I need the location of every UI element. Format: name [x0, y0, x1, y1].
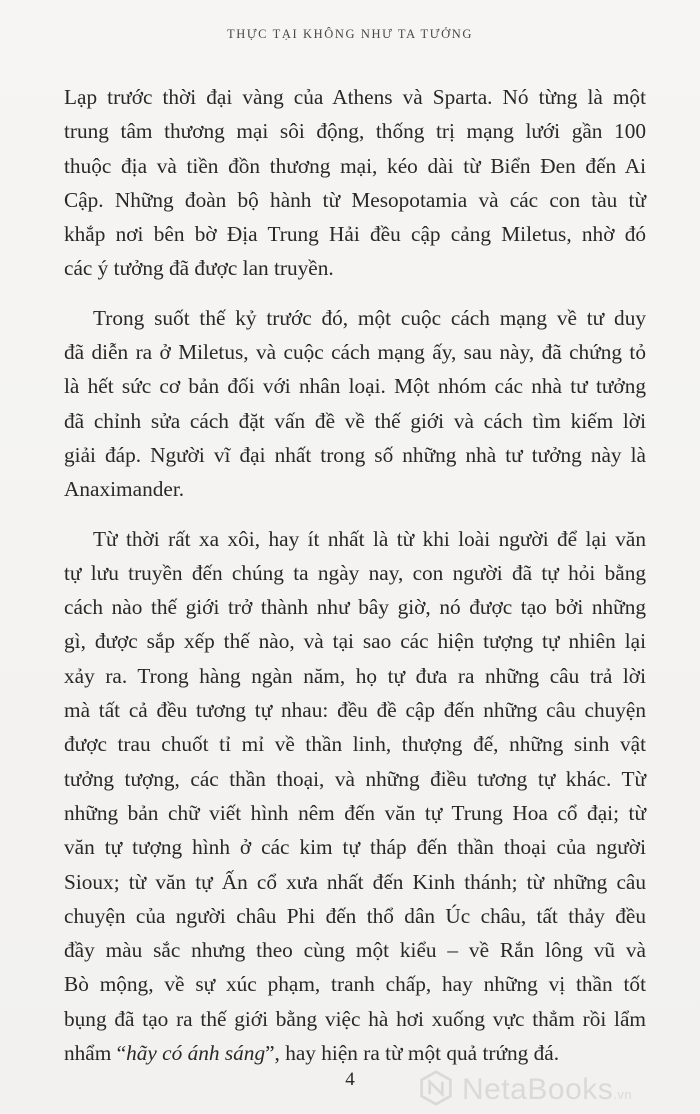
text-line: mà tất cả đều tương tự nhau: đều đề cập đến những câu chuyện: [64, 698, 646, 723]
watermark-brand-name: NetaBooks: [462, 1073, 614, 1106]
running-header: THỰC TẠI KHÔNG NHƯ TA TƯỞNG: [227, 27, 473, 41]
text-line: Trong suốt thế kỷ trước đó, một cuộc cách mạng về tư duy: [93, 305, 646, 330]
body-text: [64, 80, 646, 1070]
text-line: tưởng tượng, các thần thoại, và những điều tương tự khác. Từ: [64, 766, 646, 791]
text-line: cách nào thế giới trở thành như bây giờ, nó được tạo bởi những: [64, 595, 646, 620]
text-line: Cập. Những đoàn bộ hành từ Mesopotamia và các con tàu từ: [64, 187, 646, 212]
paragraph-1: [64, 80, 646, 286]
text-line: được trau chuốt tỉ mỉ về thần linh, thượng đế, những sinh vật: [64, 732, 646, 757]
text-line: Từ thời rất xa xôi, hay ít nhất là từ khi loài người để lại văn: [93, 526, 646, 551]
text-line: khắp nơi bên bờ Địa Trung Hải đều cập cảng Miletus, nhờ đó: [64, 222, 646, 247]
text-line-last: [64, 1036, 646, 1070]
text-line: đầy màu sắc nhưng theo cùng một kiểu – về Rắn lông vũ và: [64, 938, 646, 963]
text-line: Anaximander.: [64, 477, 185, 502]
text-line: Bò mộng, về sự xúc phạm, tranh chấp, hay những vị thần tốt: [64, 972, 646, 997]
text-line: gì, được sắp xếp thế nào, và tại sao các hiện tượng tự nhiên lại: [64, 629, 646, 654]
text-line: tự lưu truyền đến chúng ta ngày nay, con người đã tự hỏi bằng: [64, 560, 646, 585]
page-number: 4: [345, 1069, 355, 1090]
text-line: thuộc địa và tiền đồn thương mại, kéo dài từ Biển Đen đến Ai: [64, 153, 646, 178]
text-line: là hết sức cơ bản đối với nhân loại. Một nhóm các nhà tư tưởng: [64, 374, 646, 399]
watermark: [418, 1070, 698, 1110]
quote-italic: hãy có ánh sáng: [126, 1041, 266, 1066]
text-line: trung tâm thương mại sôi động, thống trị mạng lưới gần 100: [64, 119, 646, 144]
paragraph-2: [64, 301, 646, 507]
watermark-brand: [462, 1073, 632, 1107]
text-line: Sioux; từ văn tự Ấn cổ xưa nhất đến Kinh thánh; từ những câu: [64, 869, 646, 894]
watermark-suffix: .vn: [613, 1087, 633, 1102]
text-line: những bản chữ viết hình nêm đến văn tự Trung Hoa cổ đại; từ: [64, 800, 646, 825]
quote-tail: ”, hay hiện ra từ một quả trứng đá.: [265, 1041, 560, 1066]
text-line: các ý tưởng đã được lan truyền.: [64, 256, 334, 281]
text-line: đã diễn ra ở Miletus, và cuộc cách mạng ấy, sau này, đã chứng tỏ: [64, 340, 646, 365]
text-line: đã chỉnh sửa cách đặt vấn đề về thế giới và cách tìm kiếm lời: [64, 408, 646, 433]
text-line: văn tự tượng hình ở các kim tự tháp đến thần thoại của người: [64, 835, 646, 860]
netabooks-logo-icon: [418, 1070, 454, 1111]
paragraph-3: [64, 522, 646, 1071]
quote-lead: nhẩm “: [64, 1041, 127, 1066]
text-line: giải đáp. Người vĩ đại nhất trong số những nhà tư tưởng này là: [64, 442, 646, 467]
text-line: chuyện của người châu Phi đến thổ dân Úc châu, tất thảy đều: [64, 903, 646, 928]
text-line: bụng đã tạo ra thế giới bằng việc hà hơi xuống vực thẳm rồi lẩm: [64, 1006, 646, 1031]
text-line: xảy ra. Trong hàng ngàn năm, họ tự đưa ra những câu trả lời: [64, 663, 646, 688]
text-line: Lạp trước thời đại vàng của Athens và Sparta. Nó từng là một: [64, 85, 646, 109]
